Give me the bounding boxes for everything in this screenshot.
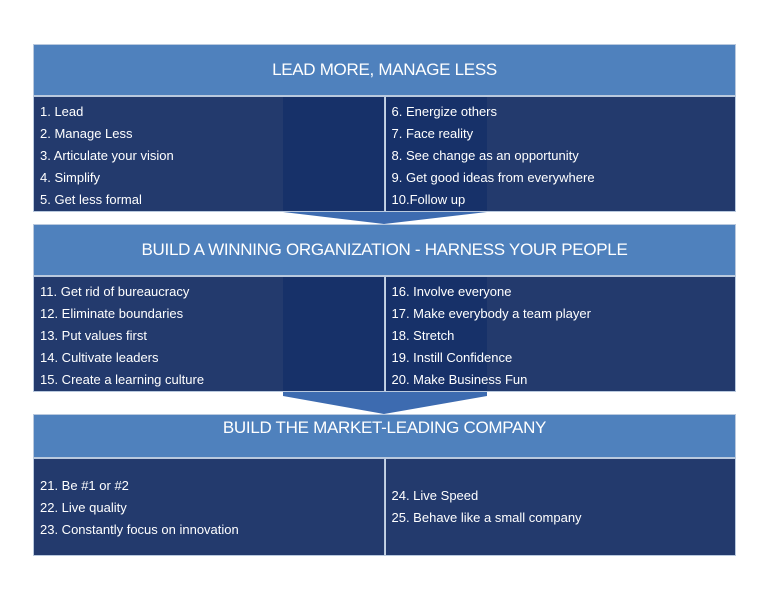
list-item: 19. Instill Confidence <box>391 350 513 365</box>
section-lead-more-manage-less <box>33 44 736 212</box>
list-item: 6. Energize others <box>391 104 498 119</box>
section-build-market-leading-company <box>33 414 736 556</box>
list-item: 10.Follow up <box>391 192 466 207</box>
list-item: 22. Live quality <box>40 500 127 515</box>
section-build-winning-organization <box>33 224 736 392</box>
list-item: 21. Be #1 or #2 <box>40 478 129 493</box>
list-item: 14. Cultivate leaders <box>40 350 159 365</box>
section-header: BUILD THE MARKET-LEADING COMPANY <box>33 414 736 458</box>
list-item: 15. Create a learning culture <box>40 372 205 387</box>
list-item: 9. Get good ideas from everywhere <box>391 170 595 185</box>
section-header: LEAD MORE, MANAGE LESS <box>33 44 736 96</box>
left-list <box>33 276 385 392</box>
section-header: BUILD A WINNING ORGANIZATION - HARNESS YOUR PEOPLE <box>33 224 736 276</box>
list-item: 5. Get less formal <box>40 192 142 207</box>
right-list <box>385 458 737 556</box>
right-list <box>385 276 737 392</box>
list-item: 12. Eliminate boundaries <box>40 306 184 321</box>
list-item: 13. Put values first <box>40 328 147 343</box>
list-item: 25. Behave like a small company <box>391 510 582 525</box>
list-item: 4. Simplify <box>40 170 100 185</box>
list-item: 7. Face reality <box>391 126 474 141</box>
list-item: 3. Articulate your vision <box>40 148 174 163</box>
list-item: 23. Constantly focus on innovation <box>40 522 239 537</box>
list-item: 2. Manage Less <box>40 126 133 141</box>
list-item: 20. Make Business Fun <box>391 372 528 387</box>
list-item: 11. Get rid of bureaucracy <box>40 284 190 299</box>
list-item: 8. See change as an opportunity <box>391 148 579 163</box>
right-list <box>385 96 737 212</box>
left-list <box>33 96 385 212</box>
list-item: 16. Involve everyone <box>391 284 512 299</box>
left-list <box>33 458 385 556</box>
list-item: 18. Stretch <box>391 328 455 343</box>
list-item: 24. Live Speed <box>391 488 479 503</box>
list-item: 1. Lead <box>40 104 84 119</box>
list-item: 17. Make everybody a team player <box>391 306 591 321</box>
